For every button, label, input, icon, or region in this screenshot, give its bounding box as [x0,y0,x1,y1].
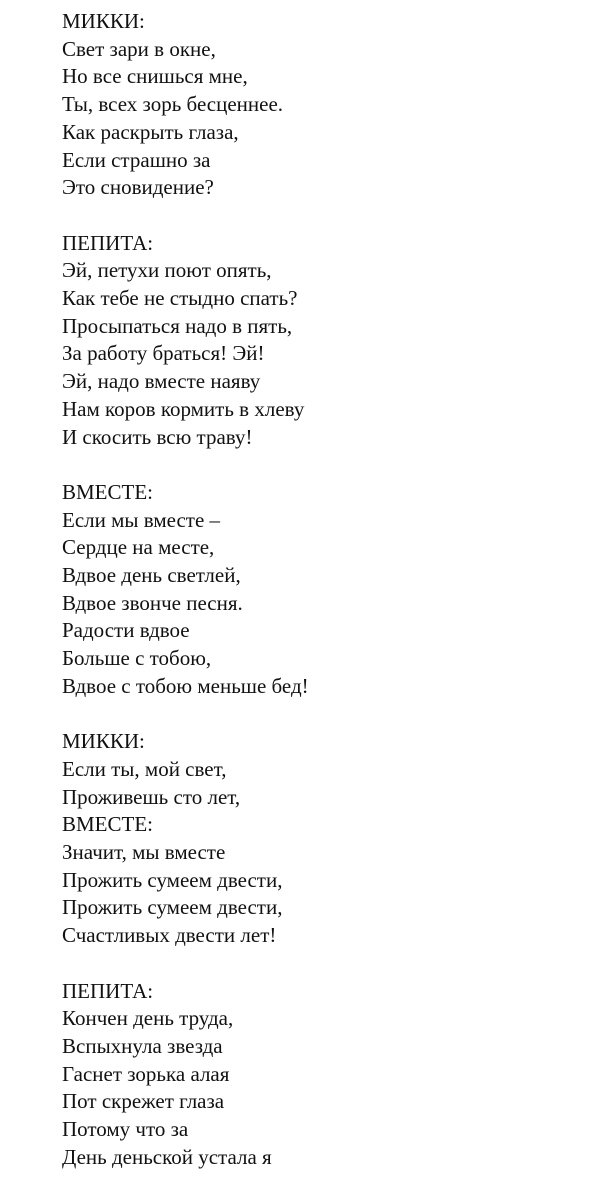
speaker-label: ПЕПИТА: [62,230,154,255]
lyric-line: Проживешь сто лет, [62,784,241,809]
lyric-line: Свет зари в окне, [62,36,216,61]
lyric-line: Больше с тобою, [62,646,212,671]
lyric-line: Сердце на месте, [62,535,215,560]
lyric-line: И скосить всю траву! [62,424,253,449]
lyric-line: Как раскрыть глаза, [62,119,239,144]
lyric-line: Счастливых двести лет! [62,923,277,948]
speaker-label: ВМЕСТЕ: [62,812,154,837]
lyric-line: За работу браться! Эй! [62,341,265,366]
lyric-line: Значит, мы вместе [62,840,226,865]
lyric-line: День деньской устала я [62,1144,272,1169]
stanza-2 [62,230,602,452]
lyric-line: Но все снишься мне, [62,64,248,89]
speaker-label: ПЕПИТА: [62,978,154,1003]
speaker-label: МИККИ: [62,729,145,754]
lyric-line: Кончен день труда, [62,1006,234,1031]
lyric-line: Как тебе не стыдно спать? [62,286,298,311]
lyric-line: Гаснет зорька алая [62,1061,230,1086]
lyric-line: Радости вдвое [62,618,190,643]
stanza-1 [62,8,602,202]
lyric-line: Прожить сумеем двести, [62,895,283,920]
lyric-line: Если ты, мой свет, [62,756,227,781]
lyric-line: Эй, петухи поют опять, [62,258,272,283]
lyric-line: Вдвое с тобою меньше бед! [62,673,309,698]
speaker-label: ВМЕСТЕ: [62,479,154,504]
stanza-4 [62,728,602,950]
lyric-line: Эй, надо вместе наяву [62,369,261,394]
lyric-line: Если страшно за [62,147,211,172]
lyric-line: Пот скрежет глаза [62,1089,225,1114]
lyric-line: Вдвое звонче песня. [62,590,243,615]
lyric-line: Потому что за [62,1117,189,1142]
lyric-line: Вдвое день светлей, [62,563,241,588]
stanza-3 [62,479,602,701]
lyric-line: Это сновидение? [62,175,214,200]
lyric-line: Нам коров кормить в хлеву [62,396,305,421]
lyric-line: Вспыхнула звезда [62,1033,223,1058]
lyrics-document [62,8,602,1171]
lyric-line: Если мы вместе – [62,507,221,532]
stanza-5 [62,978,602,1172]
lyric-line: Ты, всех зорь бесценнее. [62,92,284,117]
speaker-label: МИККИ: [62,9,145,33]
lyric-line: Просыпаться надо в пять, [62,313,293,338]
lyric-line: Прожить сумеем двести, [62,867,283,892]
